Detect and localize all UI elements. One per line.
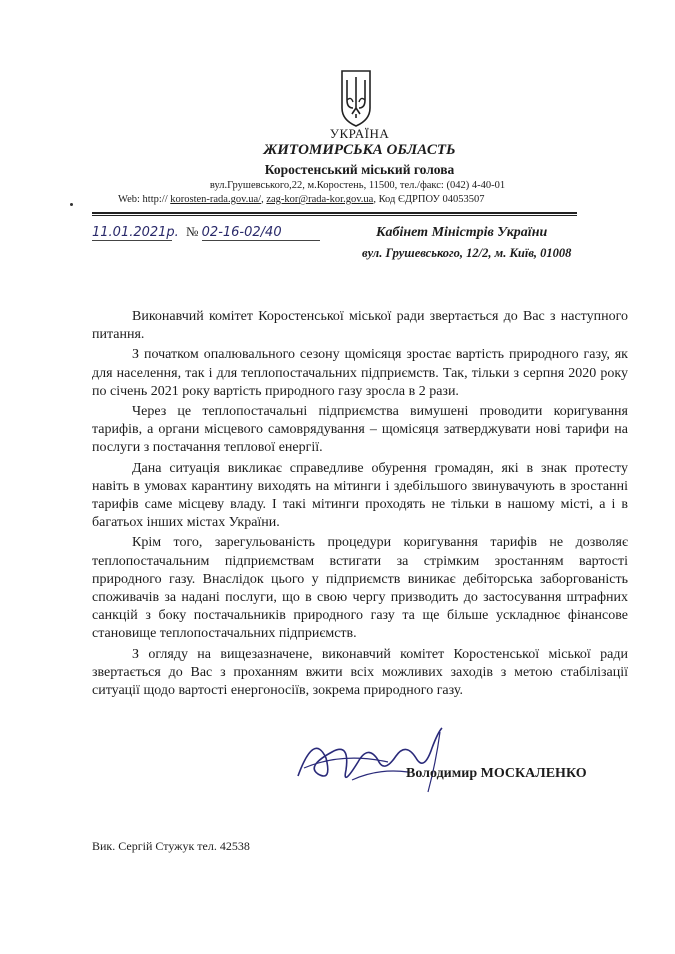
header-divider-thin xyxy=(92,215,577,216)
executor-line: Вик. Сергій Стужук тел. 42538 xyxy=(92,839,250,853)
contact-line: Web: http:// korosten-rada.gov.ua/, zag-kor@rada-kor.gov.ua, Код ЄДРПОУ 04053507 xyxy=(118,194,485,205)
recipient-name: Кабінет Міністрів України xyxy=(376,225,548,240)
web-label: Web: http:// xyxy=(118,194,168,205)
registration-date-value: 11.01.2021р. xyxy=(92,225,179,240)
mayor-office-title: Коростенський міський голова xyxy=(264,162,455,177)
sender-address: вул.Грушевського,22, м.Коростень, 11500, тел./факс: (042) 4-40-01 xyxy=(209,180,506,191)
recipient-address: вул. Грушевського, 12/2, м. Київ, 01008 xyxy=(362,246,572,260)
registration-date xyxy=(92,224,179,241)
body-paragraph: З початком опалювального сезону щомісяця зростає вартість природного газу, як для населення, так і для теплопостачальних підприємств. Так, тільки з серпня 2020 року по січень 2021 року вартість природного газу зросла в 2 рази. xyxy=(92,347,628,399)
body-paragraph: Через це теплопостачальні підприємства вимушені проводити коригування тарифів, а органи місцевого самоврядування – щомісяця затверджувати нові тарифи на послуги з постачання теплової енергії. xyxy=(92,404,628,456)
oblast-title: ЖИТОМИРСЬКА ОБЛАСТЬ xyxy=(263,142,456,158)
email-link[interactable]: zag-kor@rada-kor.gov.ua xyxy=(266,194,374,205)
body-paragraph: Дана ситуація викликає справедливе обурення громадян, які в знак протесту навіть в умовах карантину виходять на мітинги і здебільшого звинувачують в зростанні тарифів саме місцеву владу. І такі мітинги проходять не тільки в нашому місті, а і в багатьох інших містах України. xyxy=(92,460,628,531)
body-paragraph: З огляду на вищезазначене, виконавчий комітет Коростенської міської ради звертається до Вас з проханням вжити всіх можливих заходів з метою стабілізації ситуації щодо вартості енергоносіїв, зокрема природного газу. xyxy=(92,646,628,699)
scan-speck xyxy=(70,203,73,206)
number-sign: № xyxy=(186,224,199,239)
body-paragraph: Виконавчий комітет Коростенської міської ради звертається до Вас з наступного питання. xyxy=(92,309,628,343)
letter-body xyxy=(92,308,628,702)
body-paragraph: Крім того, зарегульованість процедури коригування тарифів не дозволяє теплопостачальним підприємствам встигати за стрімким зростанням вартості природного газу. Внаслідок цього у підприємств виникає дебіторська заборгованість споживачів за надані послуги, що в свою чергу призводить до застосування штрафних санкцій з боку постачальників природного газу та ще більше ускладнює фінансове становище теплопостачальних підприємств. xyxy=(92,535,628,642)
registration-number xyxy=(186,224,320,241)
registration-number-value: 02-16-02/40 xyxy=(202,225,320,241)
edrpou-code: Код ЄДРПОУ 04053507 xyxy=(378,194,485,205)
handwritten-signature xyxy=(292,722,452,794)
web-link[interactable]: korosten-rada.gov.ua/ xyxy=(170,194,262,205)
signatory-name: Володимир МОСКАЛЕНКО xyxy=(406,766,587,781)
country-title: УКРАЇНА xyxy=(329,126,390,141)
header-divider xyxy=(92,212,577,214)
coat-of-arms-icon xyxy=(339,68,373,128)
